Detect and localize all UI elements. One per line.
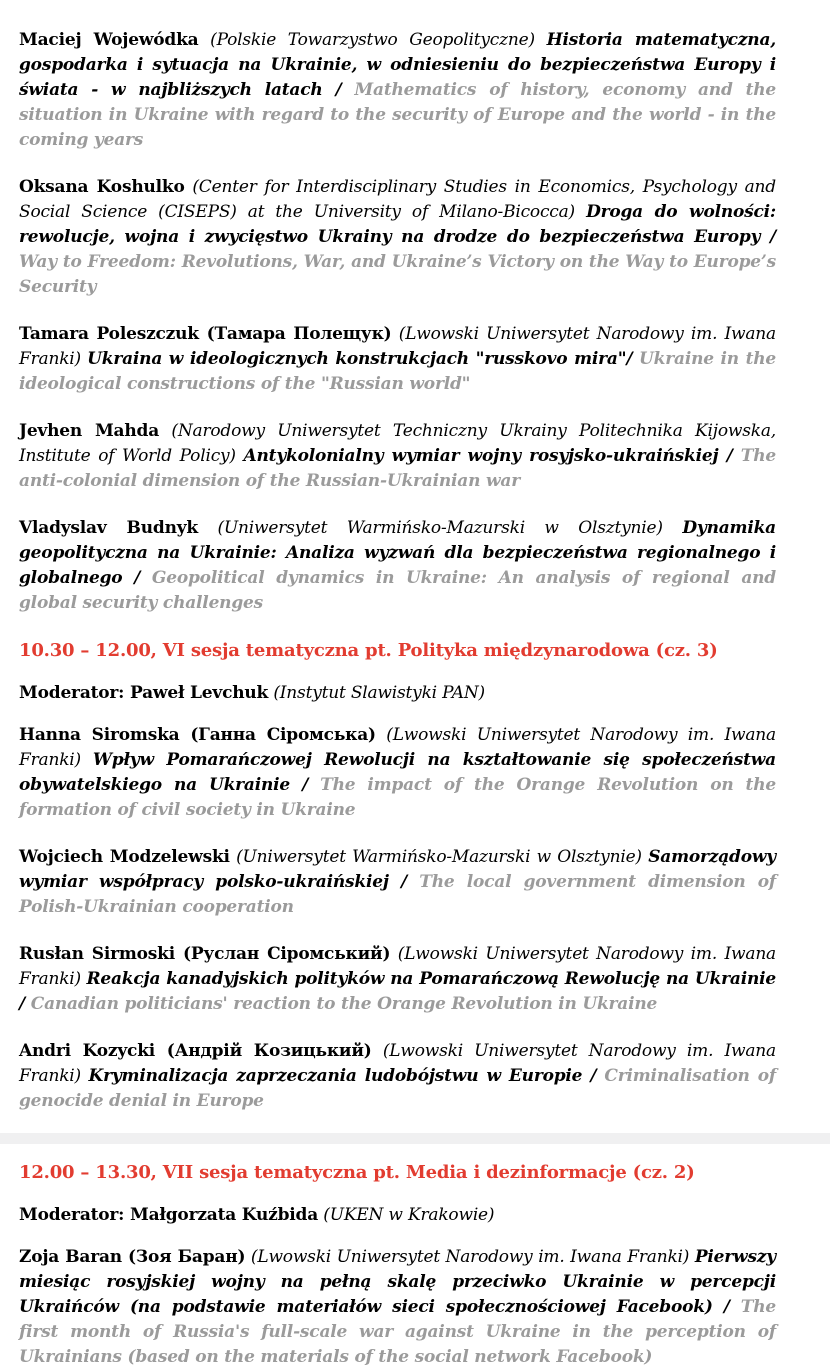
speaker-affiliation: (Center for Interdisciplinary Studies in Economics, Psychology and Social Science (CISEPS) at the University of Milano-Bicocca) — [19, 177, 776, 222]
talk-title-en: The impact of the Orange Revolution on the formation of civil society in Ukraine — [19, 775, 776, 820]
speaker-affiliation: (Polskie Towarzystwo Geopolityczne) — [210, 30, 535, 50]
talk-title-pl: Samorządowy wymiar współpracy polsko-ukraińskiej — [19, 847, 776, 892]
title-separator: / — [760, 227, 776, 247]
title-separator: / — [19, 994, 31, 1014]
program-entry — [19, 322, 776, 397]
program-entry — [19, 1039, 776, 1114]
program-entry — [19, 1245, 776, 1370]
speaker-name: Rusłan Sirmoski (Руслан Сіромський) — [19, 944, 391, 964]
speaker-affiliation: (Lwowski Uniwersytet Narodowy im. Iwana Franki) — [250, 1247, 690, 1267]
speaker-name: Vladyslav Budnyk — [19, 518, 198, 538]
speaker-affiliation: (Lwowski Uniwersytet Narodowy im. Iwana Franki) — [19, 1041, 776, 1086]
moderator-name: Moderator: Małgorzata Kuźbida — [19, 1205, 319, 1225]
talk-title-pl: Antykolonialny wymiar wojny rosyjsko-ukraińskiej — [243, 446, 719, 466]
talk-title-pl: Historia matematyczna, gospodarka i sytuacja na Ukrainie, w odniesieniu do bezpieczeństwa Europy i świata - w najbliższych latach — [19, 30, 776, 100]
title-separator: / — [388, 872, 420, 892]
talk-title-pl: Pierwszy miesiąc rosyjskiej wojny na pełną skalę przeciwko Ukrainie w percepcji Ukraińców (na podstawie materiałów sieci społecznościowej Facebook) — [19, 1247, 776, 1317]
talk-title-en: The anti-colonial dimension of the Russian-Ukrainian war — [19, 446, 777, 491]
talk-title-en: Ukraine in the ideological constructions of the "Russian world" — [19, 349, 777, 394]
talk-title-en: Geopolitical dynamics in Ukraine: An analysis of regional and global security challenges — [19, 568, 776, 613]
title-separator: / — [122, 568, 152, 588]
moderator-affiliation: (UKEN w Krakowie) — [323, 1205, 495, 1225]
speaker-name: Oksana Koshulko — [19, 177, 185, 197]
speaker-affiliation: (Lwowski Uniwersytet Narodowy im. Iwana Franki) — [19, 944, 776, 989]
talk-title-en: Way to Freedom: Revolutions, War, and Ukraine’s Victory on the Way to Europe’s Security — [19, 252, 776, 297]
program-entry — [19, 845, 776, 920]
page-bottom-band — [0, 1133, 830, 1144]
moderator-line — [19, 1203, 776, 1228]
title-separator: / — [290, 775, 321, 795]
speaker-name: Maciej Wojewódka — [19, 30, 199, 50]
title-separator: / — [582, 1066, 605, 1086]
program-entry — [19, 723, 776, 823]
speaker-name: Andri Kozycki (Андрій Козицький) — [19, 1041, 372, 1061]
talk-title-pl: Wpływ Pomarańczowej Rewolucji na kształtowanie się społeczeństwa obywatelskiego na Ukrainie — [19, 750, 776, 795]
speaker-affiliation: (Uniwersytet Warmińsko-Mazurski w Olsztynie) — [236, 847, 642, 867]
speaker-name: Jevhen Mahda — [19, 421, 160, 441]
talk-title-pl: Reakcja kanadyjskich polityków na Pomarańczową Rewolucję na Ukrainie — [86, 969, 776, 989]
program-entry — [19, 516, 776, 616]
speaker-affiliation: (Lwowski Uniwersytet Narodowy im. Iwana Franki) — [19, 324, 776, 369]
talk-title-en: Canadian politicians' reaction to the Orange Revolution in Ukraine — [30, 994, 658, 1014]
program-entry — [19, 175, 776, 300]
talk-title-pl: Droga do wolności: rewolucje, wojna i zwycięstwo Ukrainy na drodze do bezpieczeństwa Europy — [19, 202, 776, 247]
moderator-affiliation: (Instytut Slawistyki PAN) — [273, 683, 485, 703]
talk-title-en: The local government dimension of Polish-Ukrainian cooperation — [19, 872, 776, 917]
moderator-line — [19, 681, 776, 706]
title-separator: / — [718, 446, 741, 466]
talk-title-en: Mathematics of history, economy and the situation in Ukraine with regard to the security of Europe and the world - in the coming years — [19, 80, 777, 150]
talk-title-pl: Kryminalizacja zaprzeczania ludobójstwu w Europie — [88, 1066, 583, 1086]
speaker-name: Wojciech Modzelewski — [19, 847, 230, 867]
title-separator: / — [322, 80, 355, 100]
program-entry — [19, 419, 776, 494]
speaker-name: Hanna Siromska (Ганна Сіромська) — [19, 725, 376, 745]
talk-title-pl: Ukraina w ideologicznych konstrukcjach "russkovo mira" — [87, 349, 627, 369]
title-separator: / — [626, 349, 640, 369]
moderator-name: Moderator: Paweł Levchuk — [19, 683, 269, 703]
speaker-affiliation: (Narodowy Uniwersytet Techniczny Ukrainy Politechnika Kijowska, Institute of World Policy) — [19, 421, 776, 466]
speaker-affiliation: (Lwowski Uniwersytet Narodowy im. Iwana Franki) — [19, 725, 776, 770]
session-header-vi: 10.30 – 12.00, VI sesja tematyczna pt. Polityka międzynarodowa (cz. 3) — [19, 640, 718, 661]
speaker-affiliation: (Uniwersytet Warmińsko-Mazurski w Olsztynie) — [217, 518, 663, 538]
program-entry — [19, 942, 776, 1017]
session-header-vii: 12.00 – 13.30, VII sesja tematyczna pt. Media i dezinformacje (cz. 2) — [19, 1162, 695, 1183]
talk-title-en: The first month of Russia's full-scale war against Ukraine in the perception of Ukrainians (based on the materials of the social network Facebook) — [19, 1297, 776, 1367]
title-separator: / — [712, 1297, 741, 1317]
talk-title-pl: Dynamika geopolityczna na Ukrainie: Analiza wyzwań dla bezpieczeństwa regionalnego i globalnego — [19, 518, 776, 588]
program-entry — [19, 28, 776, 153]
speaker-name: Tamara Poleszczuk (Тамара Полещук) — [19, 324, 392, 344]
talk-title-en: Criminalisation of genocide denial in Europe — [19, 1066, 776, 1111]
speaker-name: Zoja Baran (Зоя Баран) — [19, 1247, 246, 1267]
